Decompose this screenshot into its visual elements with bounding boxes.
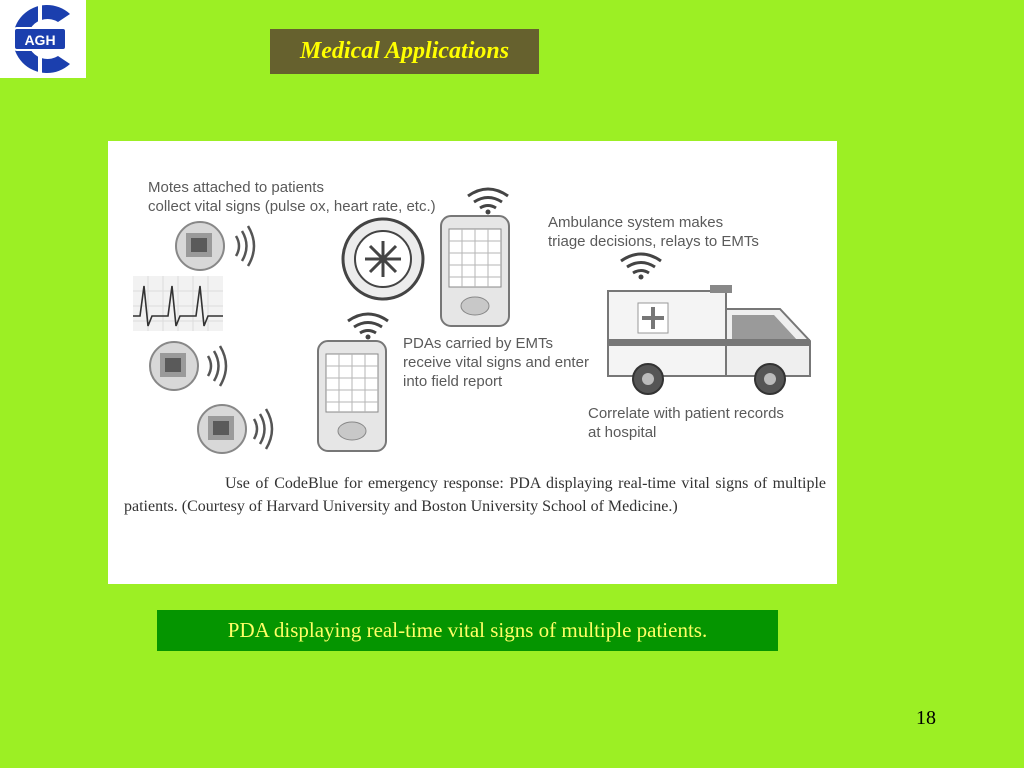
mote-sensor-icon <box>198 405 272 453</box>
pdas-label-line: into field report <box>403 373 503 390</box>
correlate-label-line: at hospital <box>588 424 657 441</box>
pdas-label-line: PDAs carried by EMTs <box>403 335 554 352</box>
slide-caption-box <box>157 610 778 651</box>
mote-sensor-icon <box>176 222 254 270</box>
pda-device-icon <box>318 314 388 451</box>
agh-logo <box>0 0 86 78</box>
correlate-label-line: Correlate with patient records <box>588 405 784 422</box>
ambulance-label <box>548 213 759 251</box>
wireless-signal-icon <box>621 254 661 280</box>
mote-sensor-icon <box>150 342 226 390</box>
figure-caption: Use of CodeBlue for emergency response: PDA displaying real-time vital signs of multiple patients. (Courtesy of Harvard University and Boston University School of Medicine.) <box>124 475 826 515</box>
logo-text: AGH <box>24 32 56 48</box>
page-number: 18 <box>916 707 936 729</box>
slide-title: Medical Applications <box>299 38 510 64</box>
slide-title-box <box>270 29 539 74</box>
pdas-label-line: receive vital signs and enter <box>403 354 589 371</box>
ems-seal-icon <box>343 219 423 299</box>
ambulance-label-line: Ambulance system makes <box>548 214 724 231</box>
motes-label-line: Motes attached to patients <box>148 179 324 196</box>
ambulance-label-line: triage decisions, relays to EMTs <box>548 233 759 250</box>
pda-device-icon <box>441 189 509 326</box>
codeblue-figure <box>108 141 837 584</box>
motes-label <box>148 178 436 216</box>
ecg-waveform-icon <box>133 276 223 331</box>
motes-label-line: collect vital signs (pulse ox, heart rate, etc.) <box>148 198 436 215</box>
ambulance-icon <box>608 285 810 394</box>
pdas-label <box>403 334 589 391</box>
slide-caption: PDA displaying real-time vital signs of multiple patients. <box>227 618 708 642</box>
agh-logo-icon <box>0 0 86 78</box>
correlate-label <box>588 404 784 442</box>
